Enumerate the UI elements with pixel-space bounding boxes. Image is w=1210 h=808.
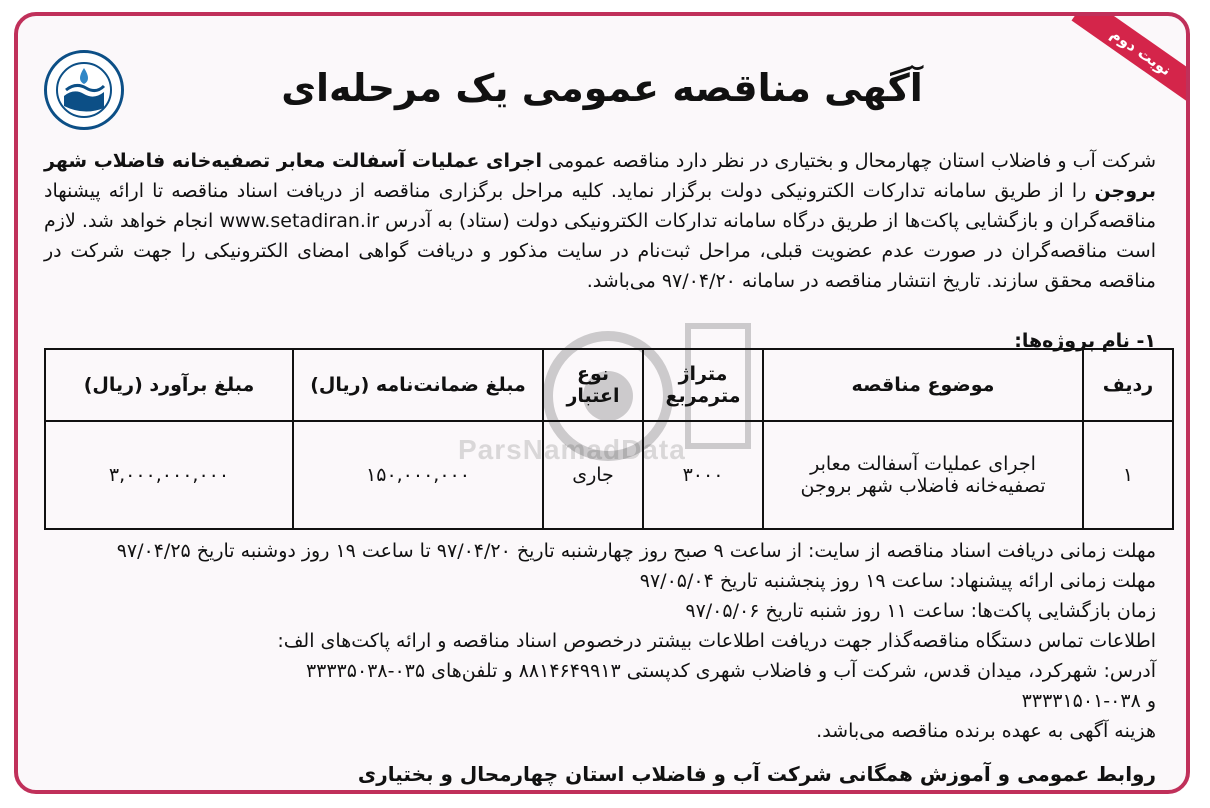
footer-signature: روابط عمومی و آموزش همگانی شرکت آب و فاضلاب استان چهارمحال و بختیاری [357, 762, 1156, 786]
contact-info: اطلاعات تماس دستگاه مناقصه‌گذار جهت دریافت اطلاعات بیشتر درخصوص اسناد مناقصه و ارائه پاکت‌های الف: [277, 630, 1156, 652]
cell-subject: اجرای عملیات آسفالت معابر تصفیه‌خانه فاضلاب شهر بروجن [763, 421, 1083, 529]
header-subject: موضوع مناقصه [763, 349, 1083, 421]
opening-time: زمان بازگشایی پاکت‌ها: ساعت ۱۱ روز شنبه تاریخ ۹۷/۰۵/۰۶ [685, 600, 1156, 622]
intro-text-2: را از طریق سامانه تدارکات الکترونیکی دولت برگزار نماید. کلیه مراحل برگزاری مناقصه از دریافت اسناد مناقصه تا ارائه پیشنهاد مناقصه‌گران و بازگشایی پاکت‌ها از طریق درگاه سامانه تدارکات الکترونیکی دولت (ستاد) به آدرس www.setadiran.ir انجام خواهد شد. لازم است مناقصه‌گران در صورت عدم عضویت قبلی، مراحل ثبت‌نام در سایت مذکور و دریافت گواهی امضای الکترونیکی را جهت شرکت در مناقصه محقق سازند. تاریخ انتشار مناقصه در سامانه ۹۷/۰۴/۲۰ می‌باشد. [44, 180, 1156, 292]
projects-table [44, 348, 1174, 530]
intro-paragraph [44, 146, 1156, 296]
header-area: متراژ مترمربع [643, 349, 763, 421]
phone-extra: و ۰۳۸-۳۳۳۳۱۵۰۱ [1021, 690, 1156, 712]
tender-details [44, 536, 1156, 746]
cell-credit-type: جاری [543, 421, 643, 529]
header-estimate: مبلغ برآورد (ریال) [45, 349, 293, 421]
cell-guarantee: ۱۵۰,۰۰۰,۰۰۰ [293, 421, 543, 529]
address: آدرس: شهرکرد، میدان قدس، شرکت آب و فاضلاب شهری کدپستی ۸۸۱۴۶۴۹۹۱۳ و تلفن‌های ۰۳۵-۳۳۳۳۵۰۳۸ [305, 660, 1156, 682]
header-guarantee: مبلغ ضمانت‌نامه (ریال) [293, 349, 543, 421]
projects-heading: ۱- نام پروژه‌ها: [1014, 330, 1156, 352]
cell-row-number: ۱ [1083, 421, 1173, 529]
cell-area: ۳۰۰۰ [643, 421, 763, 529]
second-round-badge: نوبت دوم [1072, 12, 1190, 106]
table-row [45, 421, 1173, 529]
document-deadline: مهلت زمانی دریافت اسناد مناقصه از سایت: از ساعت ۹ صبح روز چهارشنبه تاریخ ۹۷/۰۴/۲۰ تا ساعت ۱۹ روز دوشنبه تاریخ ۹۷/۰۴/۲۵ [116, 540, 1156, 562]
intro-project-name: اجرای عملیات آسفالت معابر تصفیه‌خانه فاضلاب شهر بروجن [44, 150, 1156, 202]
cell-estimate: ۳,۰۰۰,۰۰۰,۰۰۰ [45, 421, 293, 529]
proposal-deadline: مهلت زمانی ارائه پیشنهاد: ساعت ۱۹ روز پنجشنبه تاریخ ۹۷/۰۵/۰۴ [639, 570, 1156, 592]
ad-cost-note: هزینه آگهی به عهده برنده مناقصه می‌باشد. [816, 720, 1156, 742]
page-title: آگهی مناقصه عمومی یک مرحله‌ای [281, 66, 923, 110]
intro-text-1: شرکت آب و فاضلاب استان چهارمحال و بختیاری در نظر دارد مناقصه عمومی [542, 150, 1156, 172]
header-row-number: ردیف [1083, 349, 1173, 421]
table-header-row [45, 349, 1173, 421]
watermark-text: ParsNamadData [458, 434, 686, 465]
header-credit-type: نوع اعتبار [543, 349, 643, 421]
notice-frame [14, 12, 1190, 794]
